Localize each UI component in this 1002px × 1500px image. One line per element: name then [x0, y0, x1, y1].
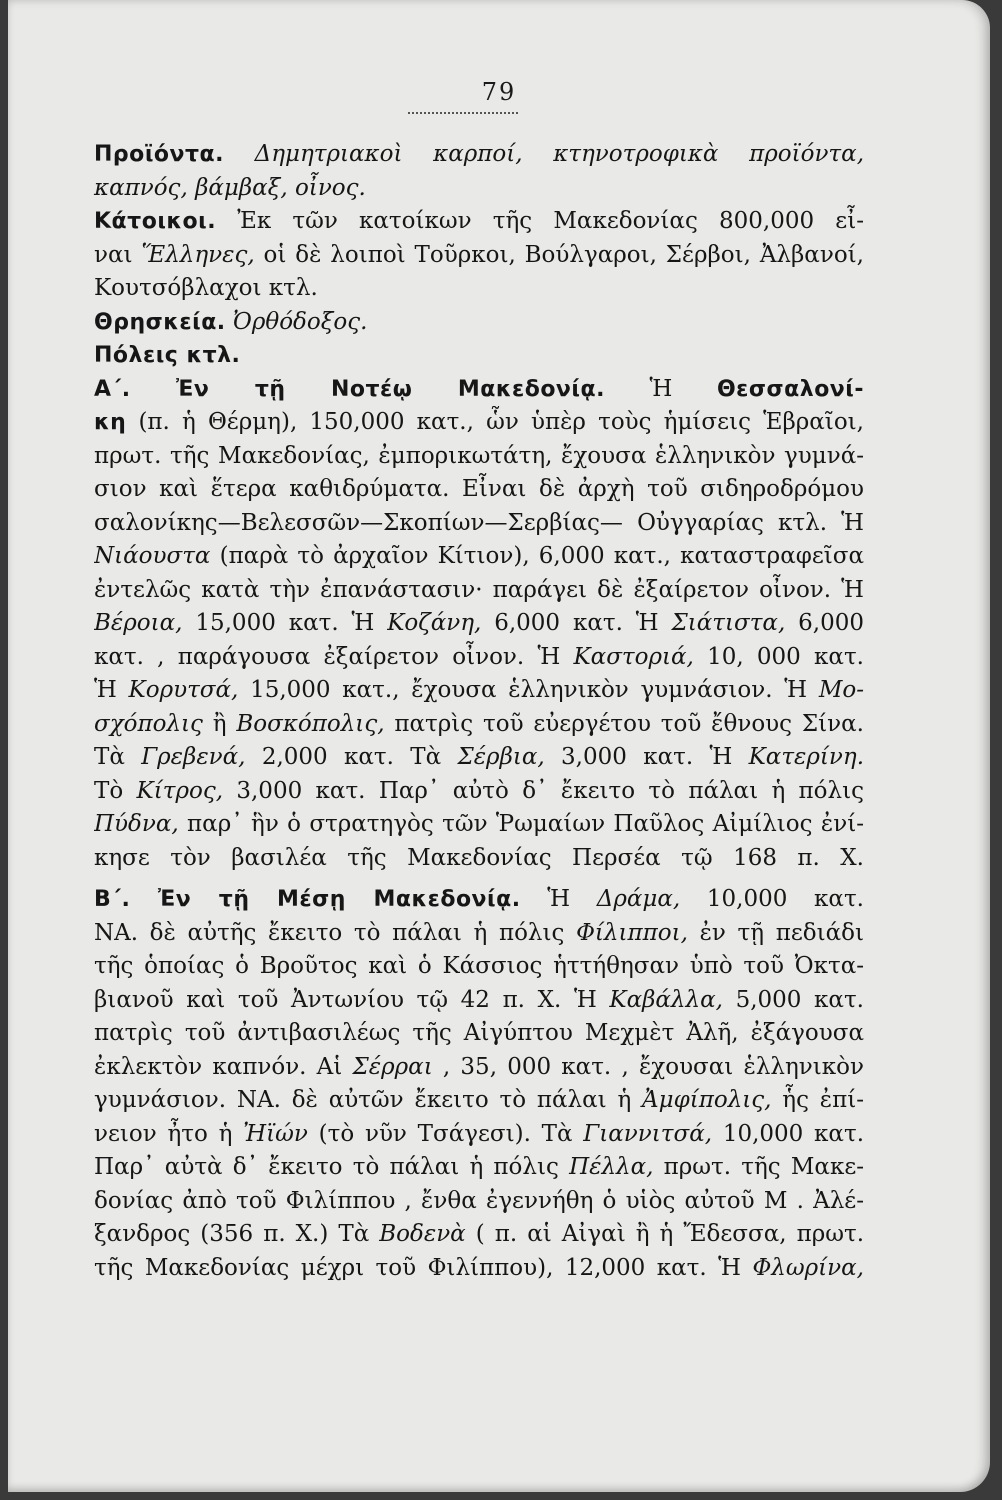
text-run: ναι [94, 241, 142, 268]
section-heading: Θρησκεία. [94, 309, 226, 335]
text-run: βιανοῦ καὶ τοῦ Ἀντωνίου τῷ 42 π. Χ. Ἡ [94, 986, 610, 1013]
text-line [94, 540, 864, 574]
text-run: ἢ [202, 710, 237, 737]
text-line [94, 172, 864, 206]
italic-term: Ἠϊών [243, 1120, 308, 1147]
text-line [94, 1118, 864, 1152]
italic-term: καπνός, βάμβαξ, οἶνος. [94, 174, 366, 201]
italic-term: Καστοριά, [573, 643, 694, 670]
italic-term: Βοσκόπολις, [236, 710, 385, 737]
text-line [94, 1185, 864, 1219]
text-line [94, 339, 864, 373]
text-run: σαλονίκης—Βελεσσῶν—Σκοπίων—Σερβίας— Οὐγγαρίας κτλ. Ἡ [94, 509, 864, 536]
italic-term: Ἀμφίπολις, [642, 1087, 772, 1113]
text-line [94, 306, 864, 340]
italic-term: Γρεβενά, [141, 744, 246, 770]
italic-term: Κορυτσά, [128, 677, 239, 703]
italic-term: Μο- [818, 677, 864, 703]
text-run: Παρ᾽ αὐτὰ δ᾽ ἔκειτο τὸ πάλαι ἡ πόλις [94, 1154, 570, 1180]
italic-term: Φλωρίνα, [752, 1254, 864, 1281]
italic-term: Πύδνα, [94, 811, 179, 837]
text-line [94, 272, 864, 306]
text-run: Κουτσόβλαχοι κτλ. [94, 275, 318, 301]
italic-term: Σέρβια, [457, 744, 545, 770]
text-run: γυμνάσιον. ΝΑ. δὲ αὐτῶν ἔκειτο τὸ πάλαι ἡ [94, 1087, 643, 1113]
text-run: 10, 000 κατ. [693, 643, 864, 670]
text-line [94, 808, 864, 842]
text-run: Τὰ [94, 744, 142, 770]
section-heading: Β΄. Ἐν τῇ Μέσῃ Μακεδονίᾳ. [94, 887, 521, 912]
text-line [94, 607, 864, 641]
italic-term: σχόπολις [94, 710, 203, 737]
text-run: Ἡ [604, 375, 717, 402]
text-run: 15,000 κατ. Ἡ [182, 610, 388, 636]
italic-term: Κοζάνη, [387, 610, 482, 636]
text-line [94, 917, 864, 951]
text-line [94, 406, 864, 440]
text-run: πατρὶς τοῦ εὐεργέτου τοῦ ἔθνους Σίνα. [384, 710, 864, 737]
text-line [94, 138, 864, 172]
text-run: τῆς ὁποίας ὁ Βροῦτος καὶ ὁ Κάσσιος ἡττήθησαν ὑπὸ τοῦ Ὀκτα- [94, 953, 864, 979]
italic-term: Ὀρθόδοξος. [232, 308, 368, 335]
text-run: 15,000 κατ., ἔχουσα ἑλληνικὸν γυμνάσιον. Ἡ [238, 677, 819, 703]
text-line [94, 741, 864, 775]
text-line [94, 708, 864, 742]
text-run: τῆς Μακεδονίας μέχρι τοῦ Φιλίππου), 12,000 κατ. Ἡ [94, 1254, 753, 1281]
text-run: 6,000 κατ. Ἡ [481, 610, 672, 636]
text-run: παρ᾽ ἣν ὁ στρατηγὸς τῶν Ῥωμαίων Παῦλος Αἰμίλιος ἐνί- [178, 811, 864, 837]
text-line [94, 205, 864, 239]
text-run: πρωτ. τῆς Μακε- [653, 1154, 864, 1180]
text-line [94, 507, 864, 541]
text-run: κησε τὸν βασιλέα τῆς Μακεδονίας Περσέα τῷ 168 π. Χ. [94, 844, 864, 871]
page-body-text [94, 138, 864, 1285]
text-run: ἧς ἐπί- [771, 1087, 864, 1113]
text-run: δονίας ἀπὸ τοῦ Φιλίππου , ἔνθα ἐγεννήθη ὁ υἱὸς αὐτοῦ Μ . Ἀλέ- [94, 1187, 864, 1214]
italic-term: Καβάλλα, [609, 986, 723, 1013]
text-run [226, 309, 233, 335]
text-run: Ἡ [520, 886, 597, 912]
italic-term: Κατερίνη. [748, 744, 864, 770]
text-line [94, 1084, 864, 1118]
italic-term: Δημητριακοὶ καρποί, κτηνοτροφικὰ προϊόντα, [254, 141, 864, 167]
text-line [94, 1051, 864, 1085]
italic-term: Δράμα, [596, 886, 681, 912]
text-run: ΝΑ. δὲ αὐτῆς ἔκειτο τὸ πάλαι ἡ πόλις [94, 919, 577, 946]
text-run: πατρὶς τοῦ ἀντιβασιλέως τῆς Αἰγύπτου Μεχμὲτ Ἀλῆ, ἐξάγουσα [94, 1020, 864, 1046]
section-heading: Προϊόντα. [94, 142, 224, 167]
text-run: Ἐκ τῶν κατοίκων τῆς Μακεδονίας 800,000 εἶ- [216, 208, 864, 234]
text-line [94, 440, 864, 474]
italic-term: Σέρραι [352, 1053, 433, 1080]
text-run: (παρὰ τὸ ἀρχαῖον Κίτιον), 6,000 κατ., καταστραφεῖσα [210, 543, 864, 569]
section-heading: Α΄. Ἐν τῇ Νοτέῳ Μακεδονίᾳ. [94, 376, 605, 402]
text-line [94, 674, 864, 708]
text-run: ἐν τῇ πεδιάδι [687, 919, 864, 946]
text-run: ( π. αἱ Αἰγαὶ ἢ ἡ Ἔδεσσα, πρωτ. [465, 1221, 864, 1247]
book-page [8, 0, 990, 1492]
text-line [94, 950, 864, 984]
italic-term: Ἕλληνες, [141, 241, 255, 268]
text-run: σιον καὶ ἕτερα καθιδρύματα. Εἶναι δὲ ἀρχὴ τοῦ σιδηροδρόμου [94, 476, 864, 502]
italic-term: Φίλιπποι, [576, 919, 688, 946]
italic-term: Νιάουστα [94, 543, 211, 569]
section-heading: κη [94, 410, 127, 435]
text-run: ἐντελῶς κατὰ τὴν ἐπανάστασιν· παράγει δὲ ἐξαίρετον οἶνον. Ἡ [94, 576, 864, 603]
text-run: 2,000 κατ. Τὰ [245, 744, 458, 770]
text-run: 5,000 κατ. [722, 986, 864, 1013]
text-run: νειον ἦτο ἡ [94, 1120, 244, 1147]
text-run: (π. ἡ Θέρμη), 150,000 κατ., ὧν ὑπὲρ τοὺς ἡμίσεις Ἑβραῖοι, [126, 409, 864, 435]
text-run [224, 141, 255, 167]
page-number: 79 [481, 78, 517, 106]
section-heading: Πόλεις κτλ. [94, 343, 241, 368]
text-run: ξανδρος (356 π. Χ.) Τὰ [94, 1221, 380, 1247]
text-line [94, 1252, 864, 1286]
text-run: 3,000 κατ. Παρ᾽ αὐτὸ δ᾽ ἔκειτο τὸ πάλαι ἡ πόλις [223, 777, 864, 804]
text-line [94, 641, 864, 675]
text-line [94, 842, 864, 876]
text-run: 10,000 κατ. [712, 1120, 864, 1147]
text-run: 10,000 κατ. [680, 886, 864, 912]
italic-term: Σιάτιστα, [671, 610, 786, 636]
text-run: 6,000 [785, 610, 864, 636]
italic-term: Κίτρος, [136, 777, 224, 804]
italic-term: Βέροια, [94, 610, 183, 636]
text-run: , 35, 000 κατ. , ἔχουσαι ἑλληνικὸν [432, 1053, 864, 1080]
text-line [94, 574, 864, 608]
text-line [94, 984, 864, 1018]
page-number-ornament [408, 112, 518, 114]
section-heading: Κάτοικοι. [94, 209, 217, 234]
section-heading: Θεσσαλονί- [716, 376, 864, 402]
text-run: 3,000 κατ. Ἡ [544, 744, 749, 770]
text-line [94, 1017, 864, 1051]
text-run: κατ. , παράγουσα ἐξαίρετον οἶνον. Ἡ [94, 643, 574, 670]
text-run: Τὸ [94, 777, 137, 804]
italic-term: Βοδενὰ [379, 1221, 466, 1247]
text-run: ἐκλεκτὸν καπνόν. Αἱ [94, 1053, 353, 1080]
text-line [94, 473, 864, 507]
text-line [94, 1218, 864, 1252]
text-line [94, 373, 864, 407]
text-run: Ἡ [94, 677, 129, 703]
text-line [94, 883, 864, 917]
text-run: (τὸ νῦν Τσάγεσι). Τὰ [307, 1120, 584, 1147]
italic-term: Πέλλα, [569, 1154, 654, 1180]
text-run: πρωτ. τῆς Μακεδονίας, ἐμπορικωτάτη, ἔχουσα ἑλληνικὸν γυμνά- [94, 442, 864, 469]
text-line [94, 1151, 864, 1185]
text-line [94, 239, 864, 273]
text-run: οἱ δὲ λοιποὶ Τοῦρκοι, Βούλγαροι, Σέρβοι, Ἀλβανοί, [254, 241, 864, 268]
italic-term: Γιαννιτσά, [583, 1120, 713, 1147]
text-line [94, 775, 864, 809]
